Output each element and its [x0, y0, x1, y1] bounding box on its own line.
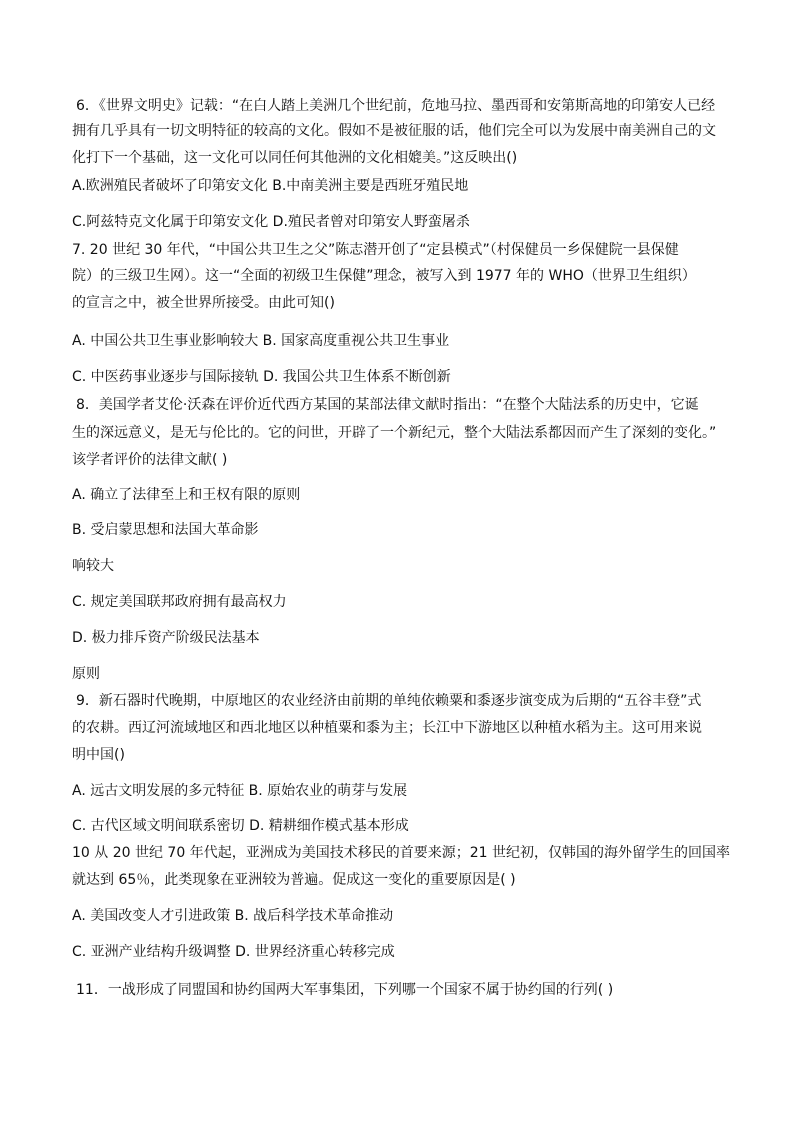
q9-stem-line-3: 明中国()	[72, 747, 125, 763]
q7-options-ab: A. 中国公共卫生事业影响较大 B. 国家高度重视公共卫生事业	[72, 333, 450, 349]
q8-option-a: A. 确立了法律至上和王权有限的原则	[72, 487, 301, 503]
q6-stem-line-2: 拥有几乎具有一切文明特征的较高的文化。假如不是被征服的话，他们完全可以为发展中南美洲自己的文	[72, 123, 716, 139]
q10-stem-line-2: 就达到 65％，此类现象在亚洲较为普遍。促成这一变化的重要原因是( )	[72, 872, 516, 888]
q8-stem-line-2: 生的深远意义，是无与伦比的。它的问世，开辟了一个新纪元，整个大陆法系都因而产生了深刻的变化。”	[72, 425, 717, 441]
q10-options-cd: C. 亚洲产业结构升级调整 D. 世界经济重心转移完成	[72, 944, 395, 960]
q8-option-b-cont: 响较大	[72, 558, 114, 574]
q7-options-cd: C. 中医药事业逐步与国际接轨 D. 我国公共卫生体系不断创新	[72, 369, 451, 385]
q6-stem-line-1: 6．《世界文明史》记载：“在白人踏上美洲几个世纪前，危地马拉、墨西哥和安第斯高地的印第安人已经	[76, 98, 716, 114]
q6-stem-line-3: 化打下一个基础，这一文化可以同任何其他洲的文化相媲美。”这反映出()	[72, 150, 518, 166]
q6-options-cd: C.阿兹特克文化属于印第安文化 D.殖民者曾对印第安人野蛮屠杀	[72, 214, 470, 230]
q8-option-b: B. 受启蒙思想和法国大革命影	[72, 522, 259, 538]
q7-stem-line-2: 院）的三级卫生网）。这一“全面的初级卫生保健”理念，被写入到 1977 年的 WHO（世界卫生组织）	[72, 268, 696, 284]
q9-options-cd: C. 古代区域文明间联系密切 D. 精耕细作模式基本形成	[72, 818, 409, 834]
q8-option-d-cont: 原则	[72, 666, 100, 682]
q8-option-c: C. 规定美国联邦政府拥有最高权力	[72, 594, 287, 610]
q10-options-ab: A. 美国改变人才引进政策 B. 战后科学技术革命推动	[72, 908, 394, 924]
q8-option-d: D. 极力排斥资产阶级民法基本	[72, 630, 260, 646]
q11-stem-line-1: 11．一战形成了同盟国和协约国两大军事集团，下列哪一个国家不属于协约国的行列( )	[76, 982, 614, 998]
q7-stem-line-3: 的宣言之中，被全世界所接受。由此可知()	[72, 295, 335, 311]
q8-stem-line-1: 8．美国学者艾伦·沃森在评价近代西方某国的某部法律文献时指出：“在整个大陆法系的历史中，它诞	[76, 397, 699, 413]
q8-stem-line-3: 该学者评价的法律文献( )	[72, 452, 228, 468]
q9-stem-line-1: 9．新石器时代晚期，中原地区的农业经济由前期的单纯依赖粟和黍逐步演变成为后期的“五谷丰登”式	[76, 693, 702, 709]
q6-options-ab: A.欧洲殖民者破坏了印第安文化 B.中南美洲主要是西班牙殖民地	[72, 178, 469, 194]
q7-stem-line-1: 7. 20 世纪 30 年代，“中国公共卫生之父”陈志潜开创了“定县模式”（村保健员一乡保健院一县保健	[72, 242, 679, 258]
q10-stem-line-1: 10 从 20 世纪 70 年代起，亚洲成为美国技术移民的首要来源；21 世纪初，仅韩国的海外留学生的回国率	[72, 845, 730, 861]
q9-stem-line-2: 的农耕。西辽河流域地区和西北地区以种植粟和黍为主；长江中下游地区以种植水稻为主。这可用来说	[72, 720, 702, 736]
q9-options-ab: A. 远古文明发展的多元特征 B. 原始农业的萌芽与发展	[72, 783, 408, 799]
